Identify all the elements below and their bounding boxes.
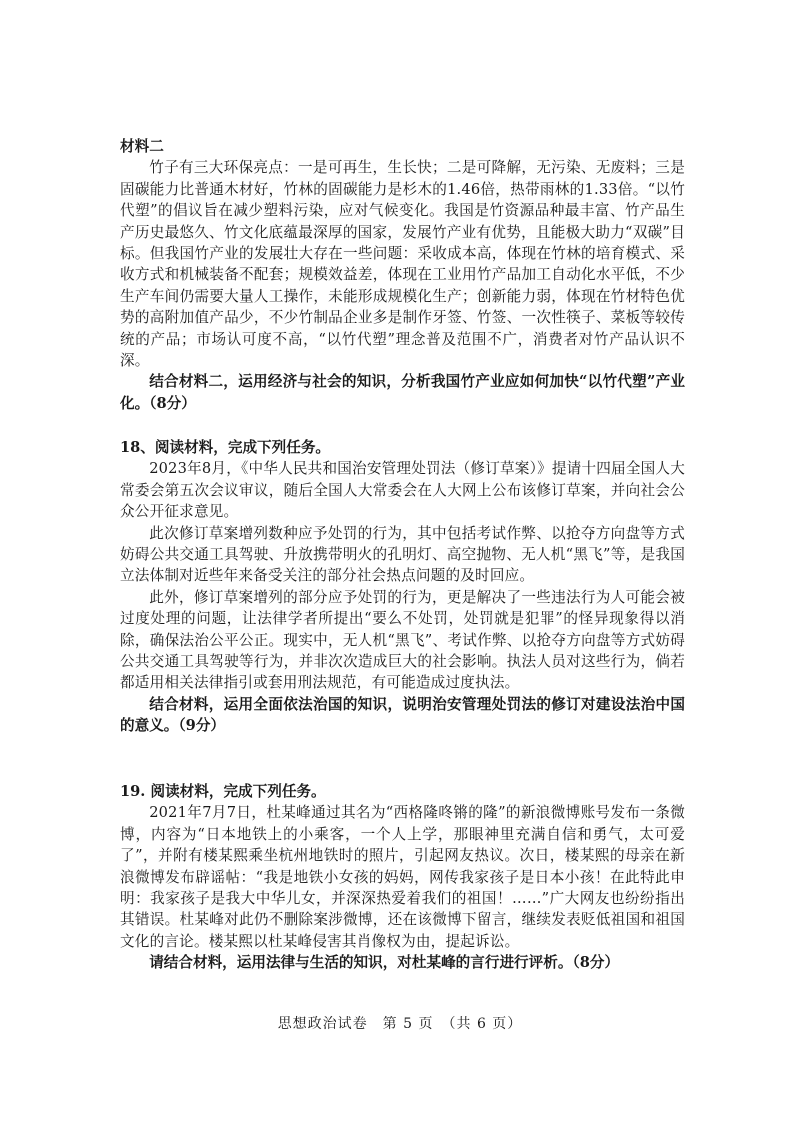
page-footer: 思想政治试卷 第 5 页 （共 6 页） <box>277 1016 523 1032</box>
question-19-heading: 19. 阅读材料，完成下列任务。 <box>120 783 326 800</box>
question-19-section <box>120 781 685 974</box>
question-19-task: 请结合材料，运用法律与生活的知识，对杜某峰的言行进行评析。（8分） <box>149 954 620 972</box>
question-18-paragraph-2: 此次修订草案增列数种应予处罚的行为，其中包括考试作弊、以抢夺方向盘等方式妨碍公共交通工具驾驶、升放携带明火的孔明灯、高空抛物、无人机“黑飞”等，是我国立法体制对近些年来备受关注的部分社会热点问题的及时回应。 <box>120 524 685 585</box>
material-two-task: 结合材料二，运用经济与社会的知识，分析我国竹产业应如何加快“以竹代塑”产业化。（8分） <box>120 373 685 412</box>
question-18-paragraph-1: 2023年8月，《中华人民共和国治安管理处罚法（修订草案）》提请十四届全国人大常委会第五次会议审议，随后全国人大常委会在人大网上公布该修订草案，并向社会公众公开征求意见。 <box>120 460 686 521</box>
question-18-heading: 18、阅读材料，完成下列任务。 <box>120 439 331 456</box>
question-18-section <box>120 437 685 737</box>
question-19-paragraph-1: 2021年7月7日，杜某峰通过其名为“西格隆咚锵的隆”的新浪微博账号发布一条微博，内容为“日本地铁上的小乘客，一个人上学，那眼神里充满自信和勇气，太可爱了”，并附有楼某熙乘坐杭州地铁时的照片，引起网友热议。次日，楼某熙的母亲在新浪微博发布辟谣帖：“我是地铁小女孩的妈妈，网传我家孩子是日本小孩！在此特此申明：我家孩子是我大中华儿女，并深深热爱着我们的祖国！……”广大网友也纷纷指出其错误。杜某峰对此仍不删除案涉微博，还在该微博下留言，继续发表贬低祖国和祖国文化的言论。楼某熙以杜某峰侵害其肖像权为由，提起诉讼。 <box>120 804 685 950</box>
question-18-task: 结合材料，运用全面依法治国的知识，说明治安管理处罚法的修订对建设法治中国的意义。（9分） <box>120 695 685 735</box>
material-two-section <box>120 136 685 414</box>
material-two-body: 竹子有三大环保亮点：一是可再生，生长快；二是可降解，无污染、无废料；三是固碳能力比普通木材好，竹林的固碳能力是杉木的1.46倍，热带雨林的1.33倍。“以竹代塑”的倡议旨在减少塑料污染，应对气候变化。我国是竹资源品种最丰富、竹产品生产历史最悠久、竹文化底蕴最深厚的国家，发展竹产业有优势，且能极大助力“双碳”目标。但我国竹产业的发展壮大存在一些问题：采收成本高，体现在竹林的培育模式、采收方式和机械装备不配套；规模效益差，体现在工业用竹产品加工自动化水平低，不少生产车间仍需要大量人工操作，未能形成规模化生产；创新能力弱，体现在竹材特色优势的高附加值产品少，不少竹制品企业多是制作牙签、竹签、一次性筷子、菜板等较传统的产品；市场认可度不高，“以竹代塑”理念普及范围不广，消费者对竹产品认识不深。 <box>120 159 685 370</box>
material-two-heading: 材料二 <box>120 138 164 155</box>
question-18-paragraph-3: 此外，修订草案增列的部分应予处罚的行为，更是解决了一些违法行为人可能会被过度处理的问题，让法律学者所提出“要么不处罚，处罚就是犯罪”的怪异现象得以消除，确保法治公平公正。现实中，无人机“黑飞”、考试作弊、以抢夺方向盘等方式妨碍公共交通工具驾驶等行为，并非次次造成巨大的社会影响。执法人员对这些行为，倘若都适用相关法律指引或套用刑法规范，有可能造成过度执法。 <box>120 588 685 692</box>
